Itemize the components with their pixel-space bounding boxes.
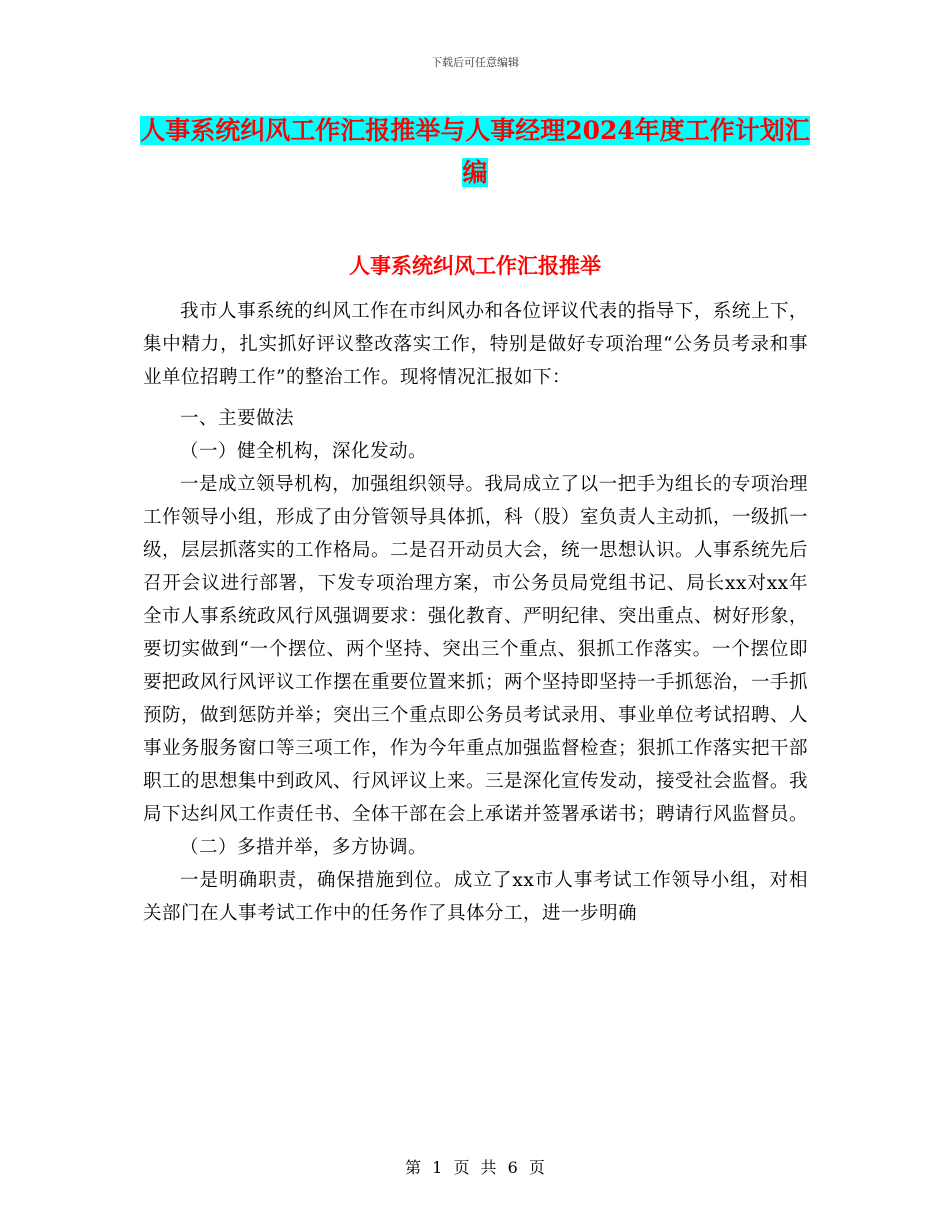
paragraph: 我市人事系统的纠风工作在市纠风办和各位评议代表的指导下，系统上下，集中精力，扎实抓好评议整改落实工作，特别是做好专项治理“公务员考录和事业单位招聘工作”的整治工作。现将情况汇报如下： (143, 301, 808, 388)
document-title-text: 人事系统纠风工作汇报推举与人事经理2024年度工作计划汇编 (140, 116, 810, 187)
paragraph: 一是明确职责，确保措施到位。成立了xx市人事考试工作领导小组，对相关部门在人事考试工作中的任务作了具体分工，进一步明确 (143, 870, 808, 924)
subheading-2: （二）多措并举，多方协调。 (180, 837, 428, 858)
document-title (140, 110, 810, 194)
header-note: 下载后可任意编辑 (431, 56, 519, 69)
paragraph: 一是成立领导机构，加强组织领导。我局成立了以一把手为组长的专项治理工作领导小组，形成了由分管领导具体抓，科（股）室负责人主动抓，一级抓一级，层层抓落实的工作格局。二是召开动员大会，统一思想认识。人事系统先后召开会议进行部署，下发专项治理方案，市公务员局党组书记、局长xx对xx年全市人事系统政风行风强调要求：强化教育、严明纪律、突出重点、树好形象，要切实做到“一个摆位、两个坚持、突出三个重点、狠抓工作落实。一个摆位即要把政风行风评议工作摆在重要位置来抓；两个坚持即坚持一手抓惩治，一手抓预防，做到惩防并举；突出三个重点即公务员考试录用、事业单位考试招聘、人事业务服务窗口等三项工作，作为今年重点加强监督检查；狠抓工作落实把干部职工的思想集中到政风、行风评议上来。三是深化宣传发动，接受社会监督。我局下达纠风工作责任书、全体干部在会上承诺并签署承诺书；聘请行风监督员。 (143, 474, 809, 825)
heading-main-practices: 一、主要做法 (180, 408, 295, 429)
page-footer: 第 1 页 共 6 页 (405, 1158, 545, 1177)
subheading-1: （一）健全机构，深化发动。 (180, 441, 428, 462)
body-content (143, 233, 808, 930)
section-title: 人事系统纠风工作汇报推举 (349, 253, 601, 278)
spacer (143, 233, 808, 295)
